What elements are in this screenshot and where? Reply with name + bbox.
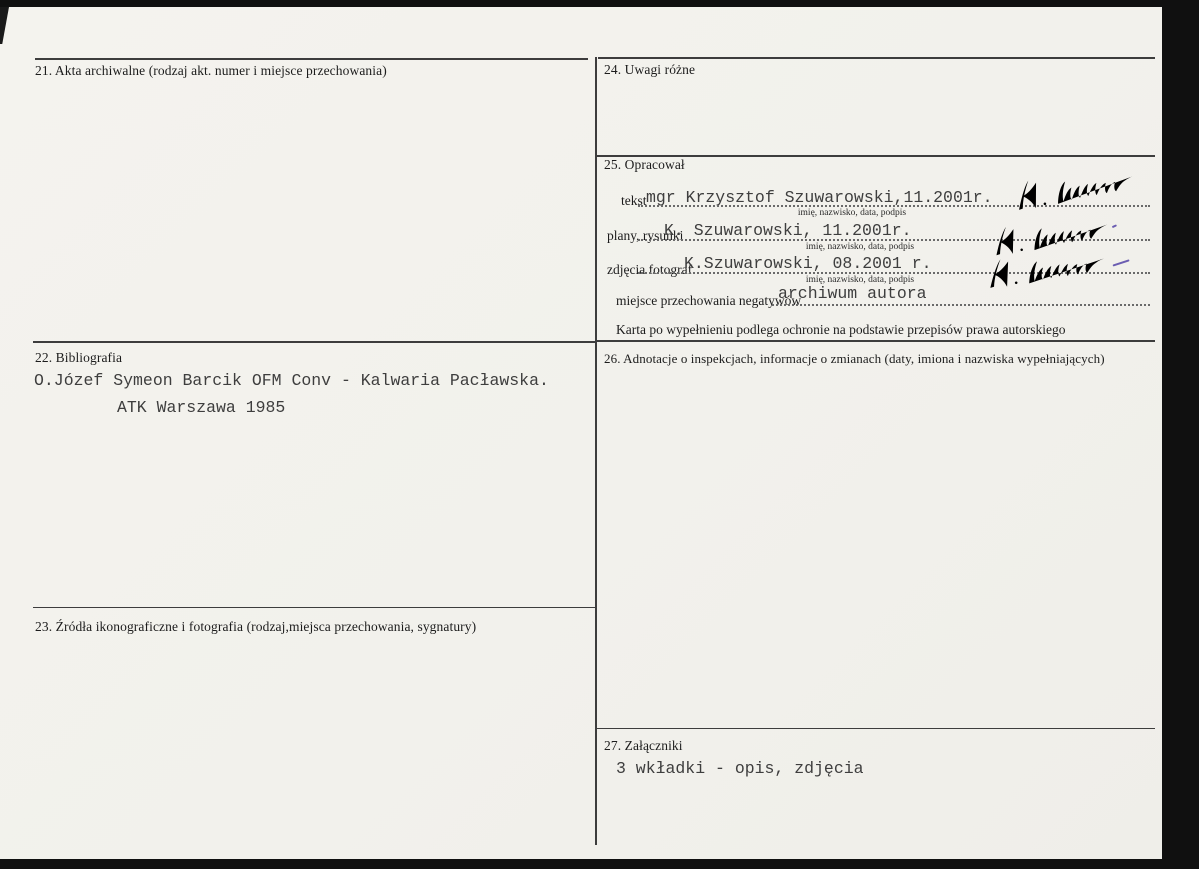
section-21-heading: 21. Akta archiwalne (rodzaj akt. numer i miejsce przechowania) [35, 63, 387, 78]
bibliografia-line-1: O.Józef Symeon Barcik OFM Conv - Kalwaria Pacławska. [34, 371, 549, 390]
divider-mid-right [595, 340, 1155, 342]
field-value-negatywy: archiwum autora [778, 284, 927, 303]
divider-top-left [35, 58, 588, 60]
field-caption-zdjecia: imię, nazwisko, data, podpis [805, 275, 915, 285]
field-value-tekst: mgr Krzysztof Szuwarowski,11.2001r. [646, 188, 993, 207]
divider-top-right [598, 57, 1155, 59]
handwritten-signature-tekst [1006, 159, 1160, 220]
field-label-zdjecia: zdjęcia fotograf. [607, 262, 696, 277]
field-caption-tekst: imię, nazwisko, data, podpis [797, 208, 907, 218]
section-25-heading: 25. Opracował [604, 157, 685, 172]
field-value-zdjecia: K.Szuwarowski, 08.2001 r. [684, 254, 932, 273]
section-26-heading: 26. Adnotacje o inspekcjach, informacje o zmianach (daty, imiona i nazwiska wypełniających) [604, 351, 1105, 366]
field-label-plany: plany, rysunki [607, 228, 684, 243]
field-label-tekst: tekst [621, 193, 647, 208]
divider-mid-left [33, 341, 595, 343]
bibliografia-line-2: ATK Warszawa 1985 [117, 398, 286, 417]
divider-bibliografia-zrodla [33, 607, 595, 608]
section-23-heading: 23. Źródła ikonograficzne i fotografia (rodzaj,miejsca przechowania, sygnatury) [35, 619, 477, 634]
field-value-plany: K. Szuwarowski, 11.2001r. [664, 221, 912, 240]
section-27-heading: 27. Załączniki [604, 738, 683, 753]
zalaczniki-value: 3 wkładki - opis, zdjęcia [616, 759, 864, 778]
divider-vertical [595, 57, 597, 845]
fill-line-negatywy [772, 304, 1150, 306]
scan-edge-artifact [0, 7, 9, 44]
paper-sheet [0, 7, 1162, 859]
divider-adnotacje-zalaczniki [595, 728, 1155, 729]
copyright-note: Karta po wypełnieniu podlega ochronie na podstawie przepisów prawa autorskiego [616, 322, 1066, 337]
section-22-heading: 22. Bibliografia [35, 350, 123, 365]
section-24-heading: 24. Uwagi różne [604, 62, 696, 77]
field-caption-plany: imię, nazwisko, data, podpis [805, 242, 915, 252]
field-label-negatywy: miejsce przechowania negatywów [616, 293, 802, 308]
